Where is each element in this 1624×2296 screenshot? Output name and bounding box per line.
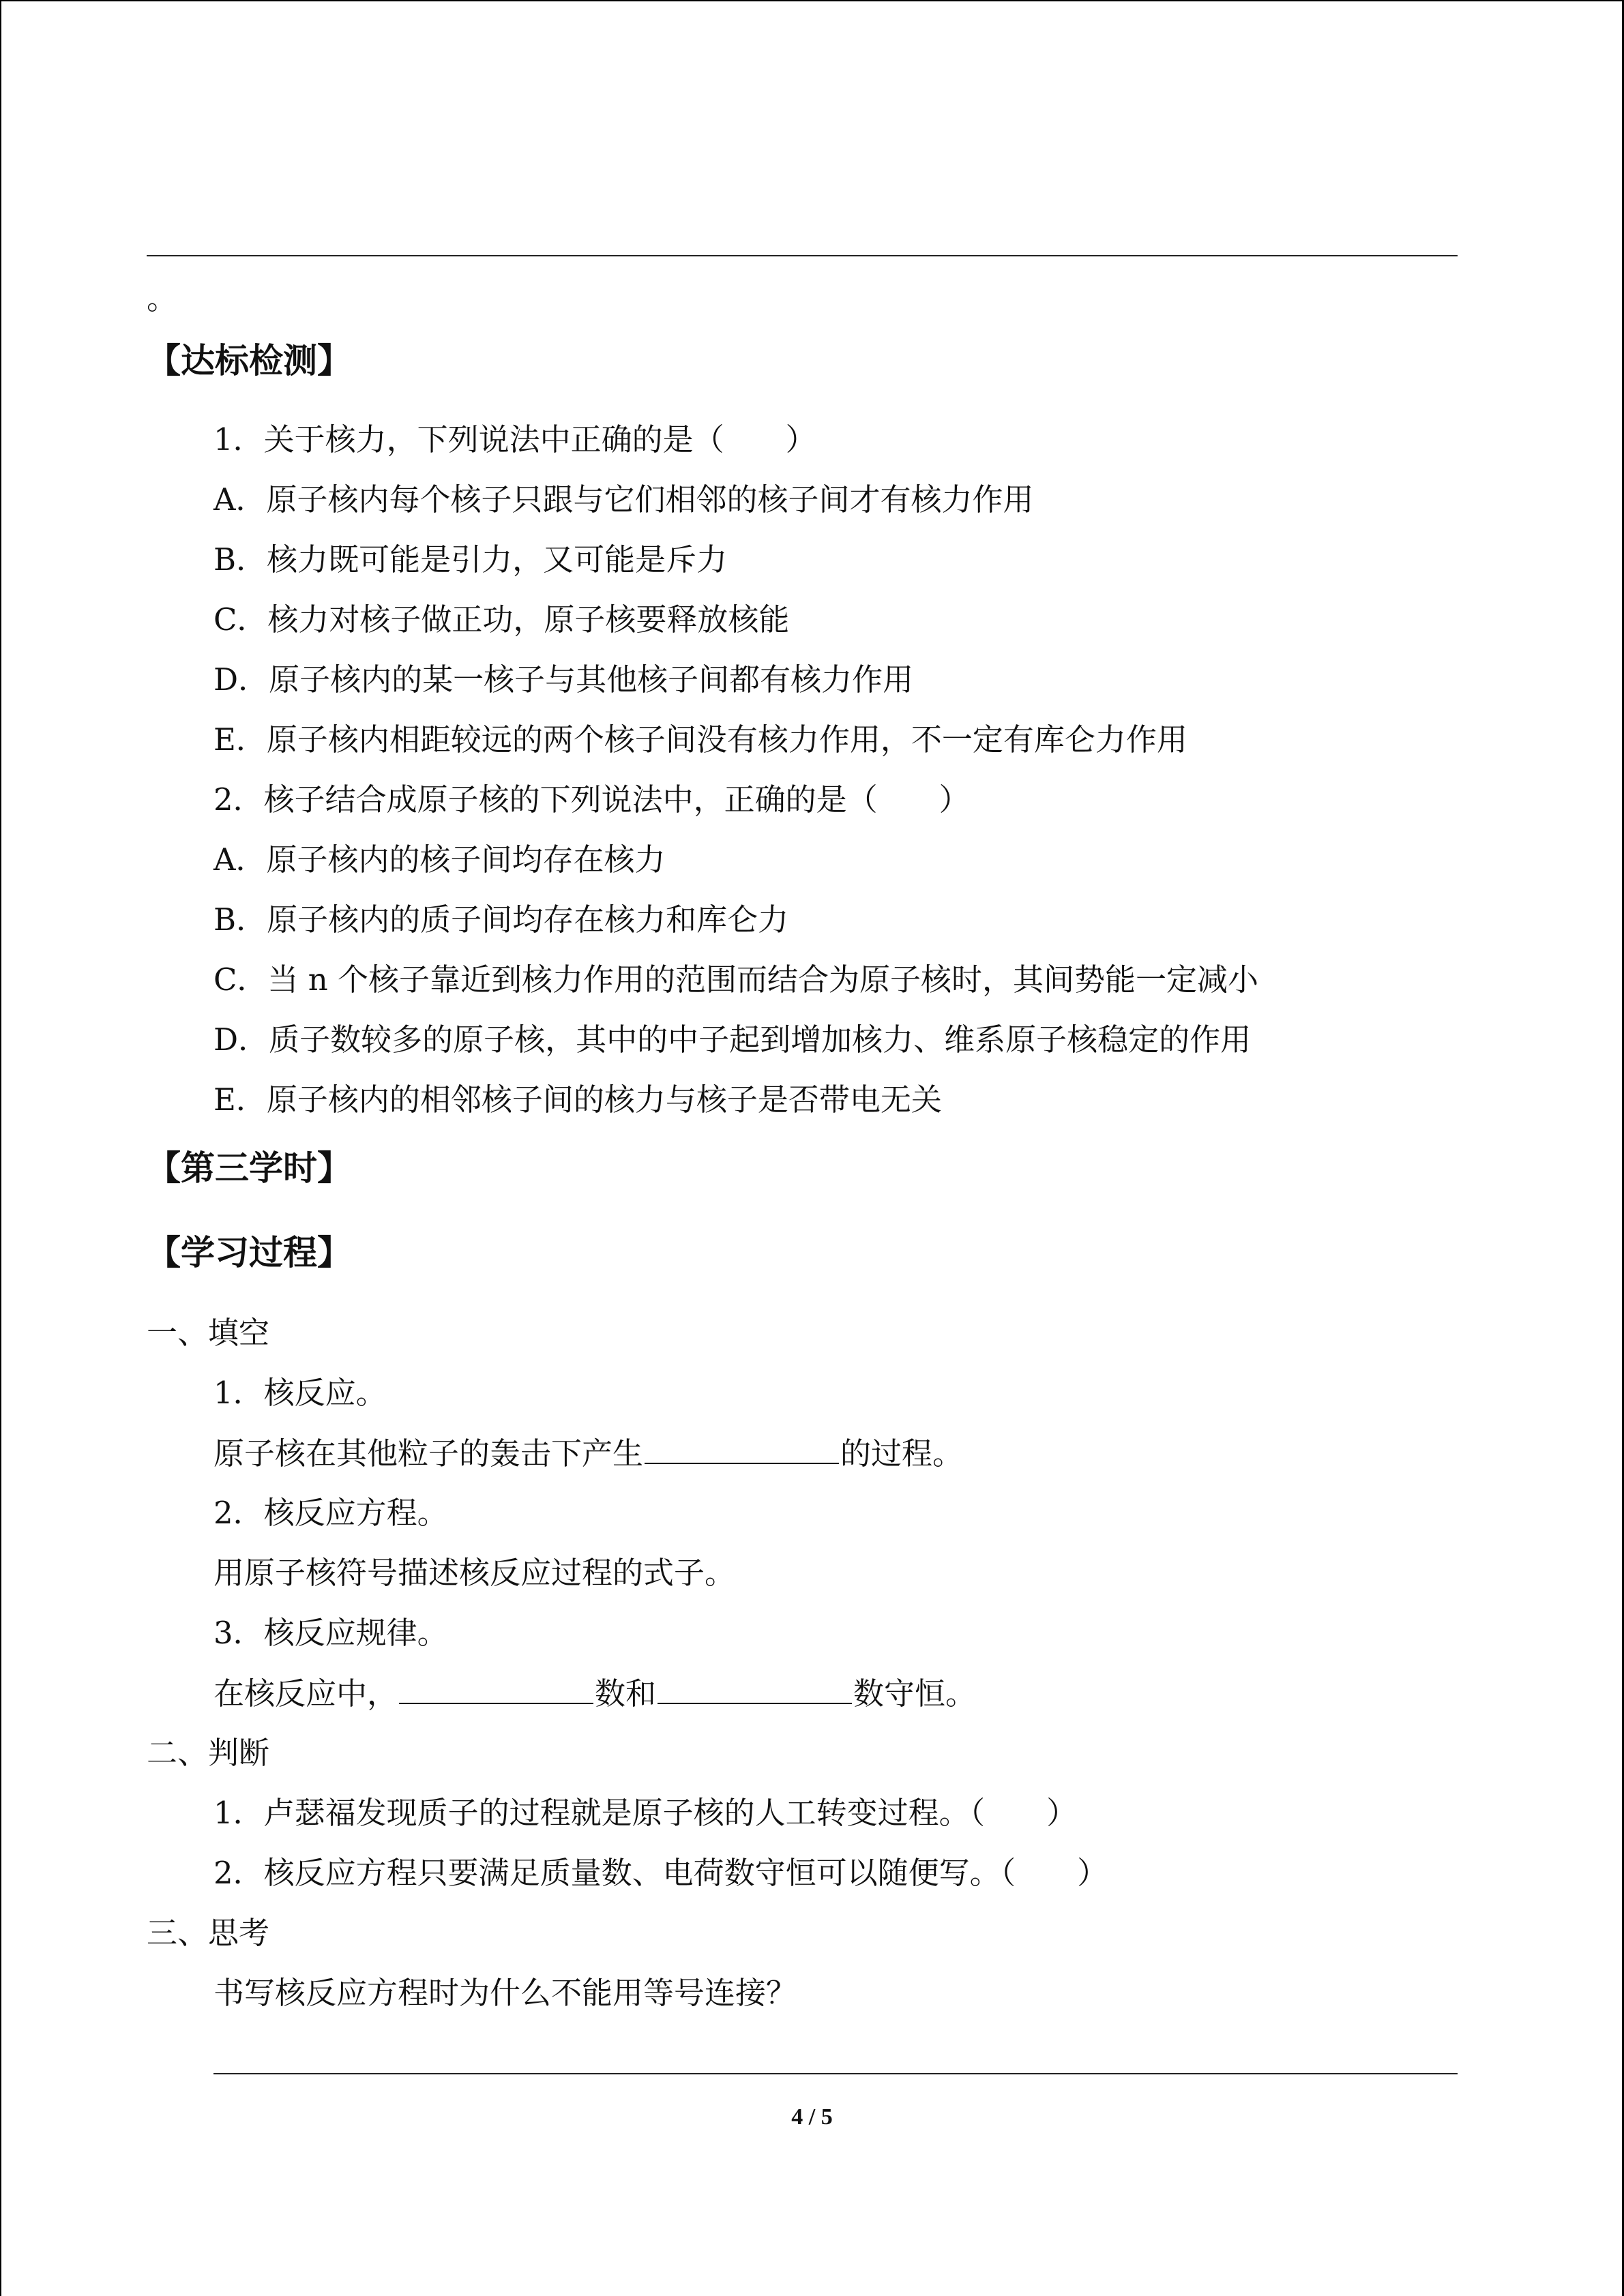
question-1-option-a: A．原子核内每个核子只跟与它们相邻的核子间才有核力作用 bbox=[213, 481, 1034, 518]
section-heading-third-period: 【第三学时】 bbox=[147, 1148, 351, 1188]
question-1-stem: 1．关于核力，下列说法中正确的是（ ） bbox=[213, 421, 816, 458]
fill-in-blank[interactable] bbox=[399, 1673, 593, 1704]
question-2-option-b: B．原子核内的质子间均存在核力和库仑力 bbox=[213, 901, 789, 938]
part-1-item-3-text-mid: 数和 bbox=[595, 1675, 657, 1712]
part-3-title: 三、思考 bbox=[147, 1915, 270, 1951]
part-2-item-1: 1．卢瑟福发现质子的过程就是原子核的人工转变过程。（ ） bbox=[213, 1795, 1078, 1831]
section-heading-learning-process: 【学习过程】 bbox=[147, 1233, 351, 1272]
answer-line-bottom bbox=[213, 2073, 1458, 2074]
fill-in-blank[interactable] bbox=[645, 1433, 839, 1464]
part-1-item-3-text bbox=[213, 1673, 976, 1714]
part-1-item-3-text-pre: 在核反应中， bbox=[213, 1675, 398, 1712]
part-1-item-1-text-post: 的过程。 bbox=[840, 1435, 964, 1472]
question-1-option-d: D．原子核内的某一核子与其他核子间都有核力作用 bbox=[213, 661, 914, 698]
page-border-left bbox=[0, 0, 1, 2296]
question-2-option-d: D．质子数较多的原子核，其中的中子起到增加核力、维系原子核稳定的作用 bbox=[213, 1022, 1252, 1058]
question-1-option-c: C．核力对核子做正功，原子核要释放核能 bbox=[213, 601, 790, 638]
question-2-option-c: C．当 n 个核子靠近到核力作用的范围而结合为原子核时，其间势能一定减小 bbox=[213, 961, 1259, 998]
part-1-title: 一、填空 bbox=[147, 1315, 270, 1351]
answer-line-top bbox=[147, 255, 1458, 256]
page-number: 4 / 5 bbox=[791, 2104, 833, 2130]
part-1-item-1-title: 1．核反应。 bbox=[213, 1375, 387, 1411]
section-heading-test: 【达标检测】 bbox=[147, 341, 351, 381]
question-2-option-a: A．原子核内的核子间均存在核力 bbox=[213, 841, 666, 878]
question-2-stem: 2．核子结合成原子核的下列说法中，正确的是（ ） bbox=[213, 781, 970, 818]
question-2-option-e: E．原子核内的相邻核子间的核力与核子是否带电无关 bbox=[213, 1082, 942, 1118]
page-border-top bbox=[0, 0, 1624, 1]
leading-period: 。 bbox=[147, 280, 178, 316]
part-1-item-3-text-post: 数守恒。 bbox=[853, 1675, 977, 1712]
part-1-item-2-text: 用原子核符号描述核反应过程的式子。 bbox=[213, 1555, 736, 1591]
part-3-question: 书写核反应方程时为什么不能用等号连接？ bbox=[213, 1975, 797, 2011]
question-1-option-b: B．核力既可能是引力，又可能是斥力 bbox=[213, 541, 728, 578]
fill-in-blank[interactable] bbox=[658, 1673, 852, 1704]
part-1-item-1-text-pre: 原子核在其他粒子的轰击下产生 bbox=[213, 1435, 644, 1472]
part-2-item-2: 2．核反应方程只要满足质量数、电荷数守恒可以随便写。（ ） bbox=[213, 1855, 1108, 1891]
part-1-item-1-text bbox=[213, 1433, 963, 1474]
part-1-item-2-title: 2．核反应方程。 bbox=[213, 1495, 448, 1531]
question-1-option-e: E．原子核内相距较远的两个核子间没有核力作用，不一定有库仑力作用 bbox=[213, 721, 1187, 758]
part-1-item-3-title: 3．核反应规律。 bbox=[213, 1615, 448, 1651]
part-2-title: 二、判断 bbox=[147, 1735, 270, 1771]
